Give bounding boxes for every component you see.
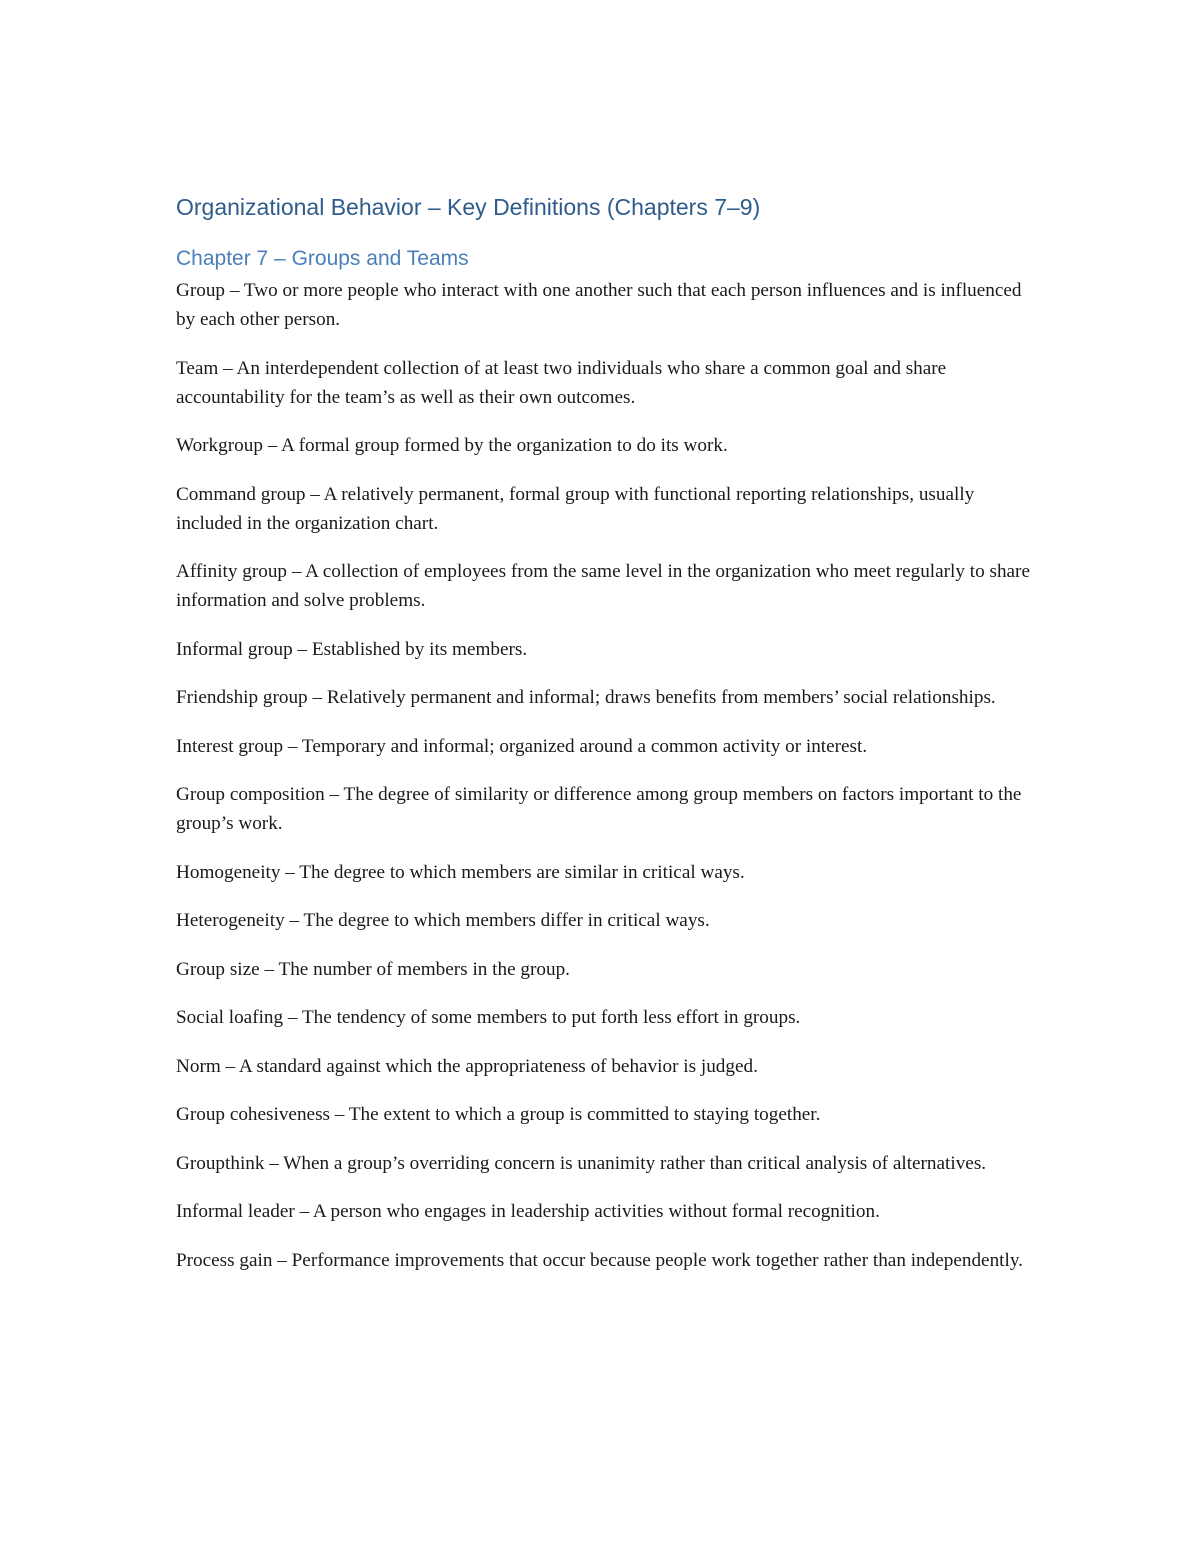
definition-paragraph: Homogeneity – The degree to which members are similar in critical ways. [176, 861, 745, 883]
definition-paragraph: Group composition – The degree of similarity or difference among group members on factors important to the group’s work. [176, 784, 1022, 834]
definition-paragraph: Affinity group – A collection of employees from the same level in the organization who meet regularly to share information and solve problems. [176, 561, 1030, 611]
definition-paragraph: Informal group – Established by its members. [176, 638, 528, 660]
definition-paragraph: Process gain – Performance improvements that occur because people work together rather than independently. [176, 1249, 1023, 1271]
definition-list [176, 276, 1036, 1275]
definition-paragraph: Interest group – Temporary and informal; organized around a common activity or interest. [176, 735, 868, 757]
definition-paragraph: Group size – The number of members in the group. [176, 958, 570, 980]
definition-paragraph: Heterogeneity – The degree to which members differ in critical ways. [176, 910, 710, 931]
definition-paragraph: Norm – A standard against which the appropriateness of behavior is judged. [176, 1055, 758, 1077]
definition-paragraph: Social loafing – The tendency of some members to put forth less effort in groups. [176, 1007, 801, 1028]
definition-paragraph: Group cohesiveness – The extent to which a group is committed to staying together. [176, 1104, 821, 1125]
document-title: Organizational Behavior – Key Definitions (Chapters 7–9) [176, 194, 761, 220]
definition-paragraph: Command group – A relatively permanent, formal group with functional reporting relationships, usually included in the organization chart. [176, 483, 975, 534]
definition-paragraph: Informal leader – A person who engages in leadership activities without formal recognition. [176, 1201, 880, 1222]
definition-paragraph: Workgroup – A formal group formed by the organization to do its work. [176, 435, 728, 456]
definition-paragraph: Group – Two or more people who interact with one another such that each person influences and is influenced by each other person. [176, 280, 1022, 330]
chapter-heading: Chapter 7 – Groups and Teams [176, 247, 469, 270]
definition-paragraph: Friendship group – Relatively permanent and informal; draws benefits from members’ social relationships. [176, 687, 996, 708]
document-body [176, 190, 1036, 1294]
definition-paragraph: Groupthink – When a group’s overriding concern is unanimity rather than critical analysis of alternatives. [176, 1152, 987, 1174]
definition-paragraph: Team – An interdependent collection of at least two individuals who share a common goal and share accountability for the team’s as well as their own outcomes. [176, 357, 947, 408]
